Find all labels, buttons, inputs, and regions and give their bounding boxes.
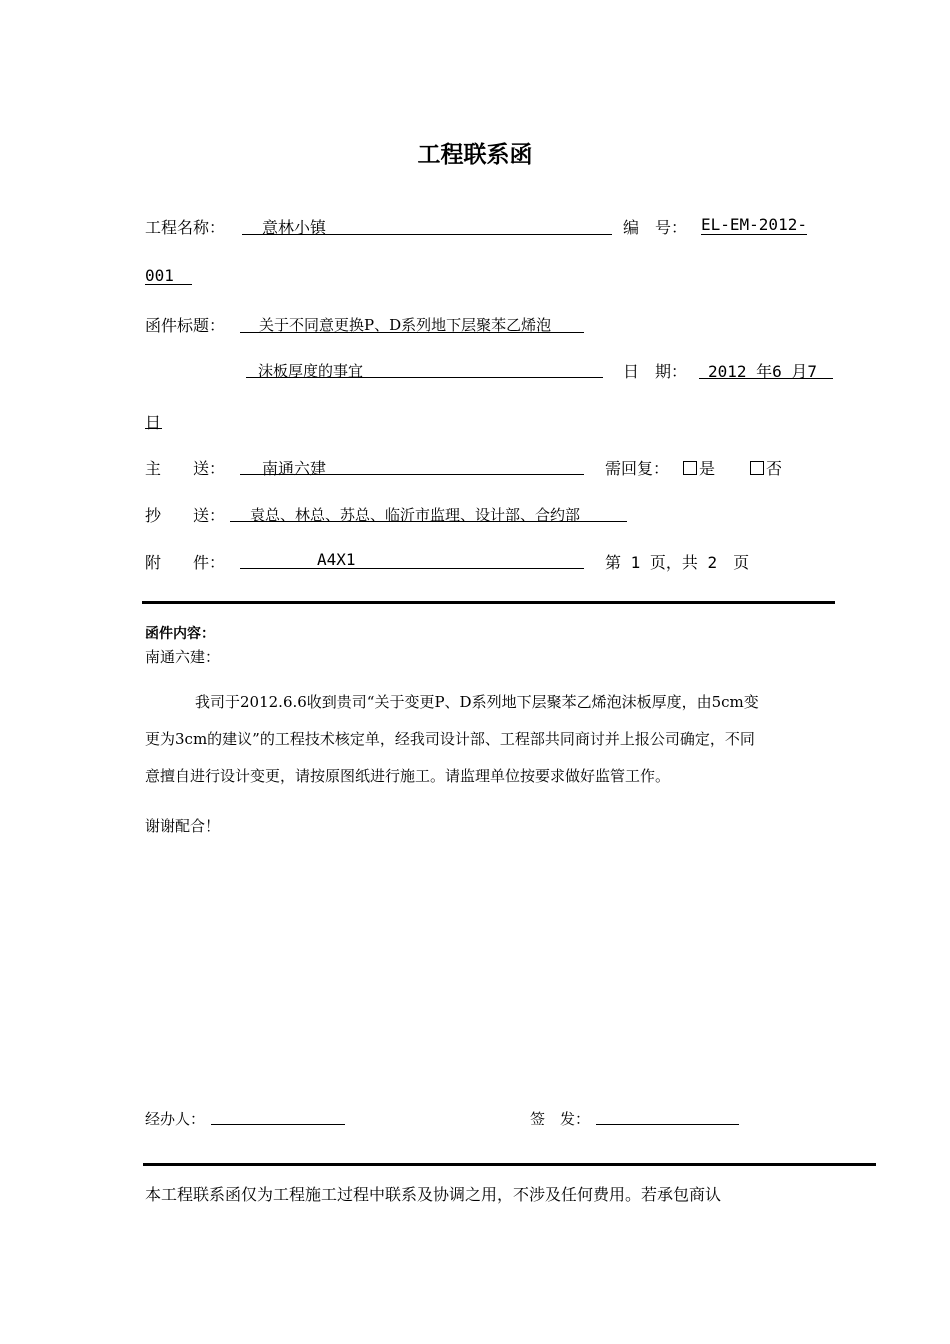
page-info: 第 1 页，共 2 页 (605, 553, 750, 572)
number-value-part1: EL-EM-2012- (701, 215, 807, 234)
number-underline-2 (145, 284, 192, 285)
attachment-label: 附 件： (145, 553, 226, 572)
reply-no-checkbox[interactable] (750, 461, 764, 475)
page-title: 工程联系函 (417, 142, 533, 168)
date-value-part2: 日 (145, 413, 162, 432)
project-name-underline (242, 234, 612, 235)
project-name-value: 意林小镇 (262, 218, 327, 237)
paragraph-line-2: 更为3cm的建议”的工程技术核定单，经我司设计部、工程部共同商讨并上报公司确定，不同 (145, 730, 755, 748)
salutation: 南通六建： (145, 648, 221, 666)
date-underline-2 (145, 428, 162, 429)
subject-line2: 沫板厚度的事宜 (258, 362, 364, 380)
subject-line1: 关于不同意更换P、D系列地下层聚苯乙烯泡 (259, 316, 552, 334)
cc-underline (230, 521, 627, 522)
cc-label: 抄 送： (145, 506, 226, 525)
cc-value: 袁总、林总、苏总、临沂市监理、设计部、合约部 (250, 506, 581, 524)
handler-label: 经办人： (145, 1110, 206, 1128)
reply-yes-label: 是 (699, 459, 716, 478)
issuer-label: 签 发： (530, 1110, 591, 1128)
attachment-value: A4X1 (317, 550, 356, 569)
footer-divider (143, 1163, 876, 1166)
date-label: 日 期： (623, 362, 688, 381)
reply-yes-option[interactable] (683, 456, 715, 479)
reply-label: 需回复： (605, 459, 670, 478)
subject-label: 函件标题： (145, 316, 226, 335)
reply-no-option[interactable] (750, 456, 782, 479)
number-underline-1 (701, 234, 807, 235)
date-value-part1: 2012 年6 月7 (708, 362, 818, 381)
project-name-label: 工程名称： (145, 218, 226, 237)
to-value: 南通六建 (262, 459, 327, 478)
reply-no-label: 否 (766, 459, 783, 478)
paragraph-line-3: 意擅自进行设计变更，请按原图纸进行施工。请监理单位按要求做好监管工作。 (145, 767, 671, 785)
footer-note: 本工程联系函仅为工程施工过程中联系及协调之用，不涉及任何费用。若承包商认 (145, 1185, 722, 1204)
date-underline-1 (699, 378, 833, 379)
handler-signature-line[interactable] (211, 1124, 345, 1125)
reply-yes-checkbox[interactable] (683, 461, 697, 475)
attachment-underline (240, 568, 584, 569)
paragraph-line-1: 我司于2012.6.6收到贵司“关于变更P、D系列地下层聚苯乙烯泡沫板厚度，由5cm变 (195, 693, 759, 711)
to-underline (240, 474, 584, 475)
issuer-signature-line[interactable] (596, 1124, 739, 1125)
subject-underline-2 (246, 377, 603, 378)
to-label: 主 送： (145, 459, 226, 478)
closing-text: 谢谢配合！ (145, 817, 221, 835)
header-divider (142, 601, 835, 604)
content-heading: 函件内容： (145, 626, 215, 642)
number-value-part2: 001 (145, 266, 174, 285)
number-label: 编 号： (623, 218, 688, 237)
subject-underline-1 (240, 332, 584, 333)
